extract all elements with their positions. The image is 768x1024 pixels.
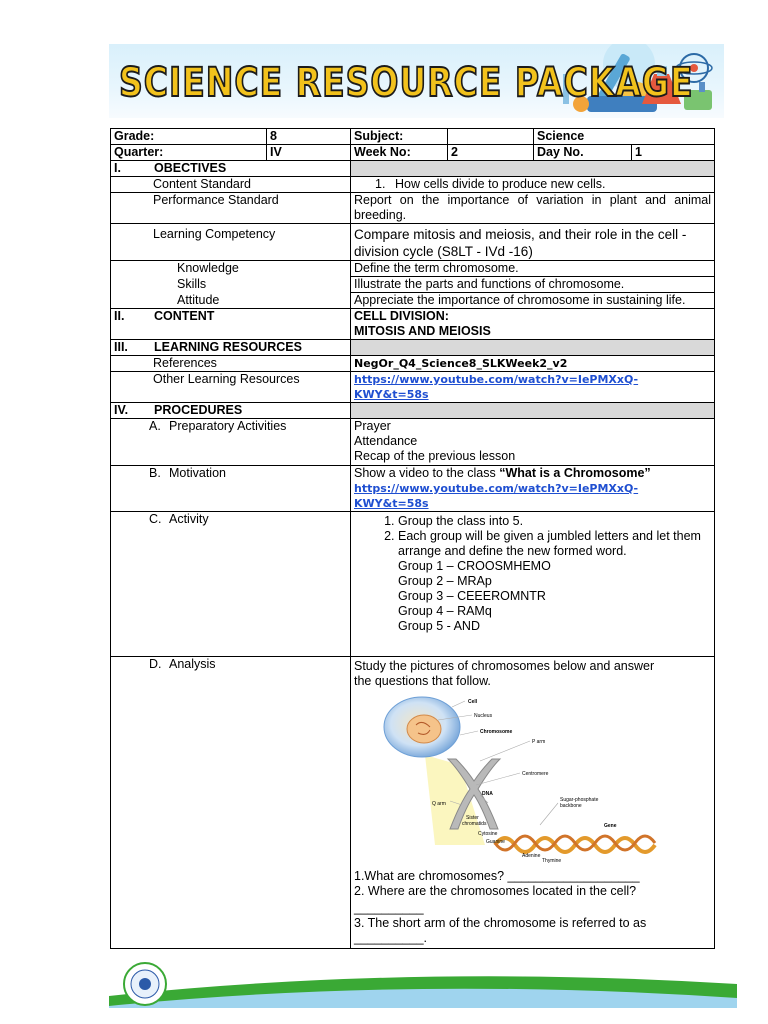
label-sister: Sister	[466, 815, 479, 821]
preparatory-title: Preparatory Activities	[169, 419, 287, 433]
objectives-heading-row	[111, 161, 715, 177]
question-2: 2. Where are the chromosomes located in the cell?	[354, 884, 637, 898]
other-resources-row	[111, 372, 715, 403]
knowledge-value: Define the term chromosome.	[351, 261, 715, 277]
content-standard-num: 1.	[375, 177, 386, 191]
label-dna: DNA	[482, 791, 493, 797]
quarter-row	[111, 145, 715, 161]
attitude-label: Attitude	[111, 293, 351, 309]
group-5: Group 5 - AND	[398, 619, 480, 633]
procedures-heading: PROCEDURES	[154, 403, 243, 417]
group-4: Group 4 – RAMq	[398, 604, 492, 618]
question-3: 3. The short arm of the chromosome is referred to as	[354, 916, 647, 930]
subject-value: Science	[534, 129, 715, 145]
label-guanine: Guanine	[486, 839, 505, 845]
day-value: 1	[632, 145, 715, 161]
skills-label: Skills	[111, 277, 351, 293]
motivation-link[interactable]: https://www.youtube.com/watch?v=IePMXxQ-KWY&t=58s	[354, 482, 639, 510]
learning-competency-row	[111, 224, 715, 261]
label-backbone-2: backbone	[560, 803, 582, 809]
label-p-arm: P arm	[532, 739, 546, 745]
subject-label: Subject:	[351, 129, 448, 145]
label-adenine: Adenine	[522, 853, 541, 859]
label-centromere: Centromere	[522, 771, 549, 777]
references-row	[111, 356, 715, 372]
activity-step-2: 2. Each group will be given a jumbled letters and let them arrange and define the new formed word.	[398, 529, 711, 559]
lesson-plan-table	[110, 128, 715, 949]
motivation-row	[111, 466, 715, 512]
references-label: References	[111, 356, 351, 372]
resources-heading-row	[111, 340, 715, 356]
attitude-row	[111, 293, 715, 309]
analysis-row	[111, 657, 715, 949]
knowledge-label: Knowledge	[111, 261, 351, 277]
content-num: II.	[114, 309, 125, 323]
performance-standard-row	[111, 193, 715, 224]
other-resources-link[interactable]: https://www.youtube.com/watch?v=IePMXxQ-KWY&t=58s	[354, 373, 639, 401]
resources-heading: LEARNING RESOURCES	[154, 340, 302, 354]
content-standard-row	[111, 177, 715, 193]
procedures-num: IV.	[114, 403, 129, 417]
preparatory-letter: A.	[149, 419, 161, 433]
activity-letter: C.	[149, 512, 162, 526]
activity-row	[111, 512, 715, 657]
chromosome-diagram	[380, 695, 710, 863]
label-chromatids: chromatids	[462, 821, 487, 827]
grade-label: Grade:	[111, 129, 267, 145]
group-1: Group 1 – CROOSMHEMO	[398, 559, 551, 573]
content-standard-label: Content Standard	[111, 177, 351, 193]
objectives-heading: OBECTIVES	[154, 161, 227, 175]
motivation-text: Show a video to the class	[354, 466, 500, 480]
content-row	[111, 309, 715, 340]
resources-num: III.	[114, 340, 128, 354]
other-resources-label: Other Learning Resources	[111, 372, 351, 403]
prep-item-attendance: Attendance	[354, 434, 418, 448]
activity-step-1: 1. Group the class into 5.	[398, 514, 711, 529]
footer-banner	[109, 962, 737, 1008]
quarter-label: Quarter:	[111, 145, 267, 161]
header-banner	[109, 44, 724, 118]
quarter-value: IV	[267, 145, 351, 161]
label-chromosome: Chromosome	[480, 729, 513, 735]
label-thymine: Thymine	[542, 858, 562, 863]
attitude-value: Appreciate the importance of chromosome in sustaining life.	[351, 293, 715, 309]
skills-value: Illustrate the parts and functions of chromosome.	[351, 277, 715, 293]
group-3: Group 3 – CEEEROMNTR	[398, 589, 546, 603]
references-value: NegOr_Q4_Science8_SLKWeek2_v2	[351, 356, 715, 372]
content-heading: CONTENT	[154, 309, 215, 323]
label-cell: Cell	[468, 699, 478, 705]
content-line1: CELL DIVISION:	[354, 309, 449, 323]
grade-row	[111, 129, 715, 145]
group-2: Group 2 – MRAp	[398, 574, 492, 588]
analysis-letter: D.	[149, 657, 162, 671]
learning-competency-value: Compare mitosis and meiosis, and their role in the cell - division cycle (S8LT - IVd -16)	[351, 224, 715, 261]
label-nucleus: Nucleus	[474, 713, 493, 719]
page-title: SCIENCE RESOURCE PACKAGE	[119, 58, 694, 106]
label-gene: Gene	[604, 823, 617, 829]
performance-standard-value: Report on the importance of variation in plant and animal breeding.	[351, 193, 715, 224]
grade-value: 8	[267, 129, 351, 145]
motivation-letter: B.	[149, 466, 161, 480]
week-label: Week No:	[351, 145, 448, 161]
skills-row	[111, 277, 715, 293]
prep-item-prayer: Prayer	[354, 419, 391, 433]
activity-title: Activity	[169, 512, 209, 526]
learning-competency-label: Learning Competency	[111, 224, 351, 261]
procedures-heading-row	[111, 403, 715, 419]
analysis-title: Analysis	[169, 657, 216, 671]
content-line2: MITOSIS AND MEIOSIS	[354, 324, 491, 338]
motivation-video-title: “What is a Chromosome”	[499, 466, 651, 480]
knowledge-row	[111, 261, 715, 277]
label-backbone-1: Sugar-phosphate	[560, 797, 599, 803]
preparatory-row	[111, 419, 715, 466]
motivation-title: Motivation	[169, 466, 226, 480]
performance-standard-label: Performance Standard	[111, 193, 351, 224]
content-standard-value: How cells divide to produce new cells.	[395, 177, 606, 191]
label-cytosine: Cytosine	[478, 831, 498, 837]
week-value: 2	[448, 145, 534, 161]
question-2-blank: __________	[354, 901, 424, 915]
question-1: 1.What are chromosomes? ___________________	[354, 869, 640, 883]
analysis-intro: Study the pictures of chromosomes below and answer the questions that follow.	[354, 659, 655, 688]
prep-item-recap: Recap of the previous lesson	[354, 449, 516, 463]
question-3-blank: __________.	[354, 931, 427, 945]
label-q-arm: Q arm	[432, 801, 446, 807]
day-label: Day No.	[534, 145, 632, 161]
objectives-num: I.	[114, 161, 121, 175]
